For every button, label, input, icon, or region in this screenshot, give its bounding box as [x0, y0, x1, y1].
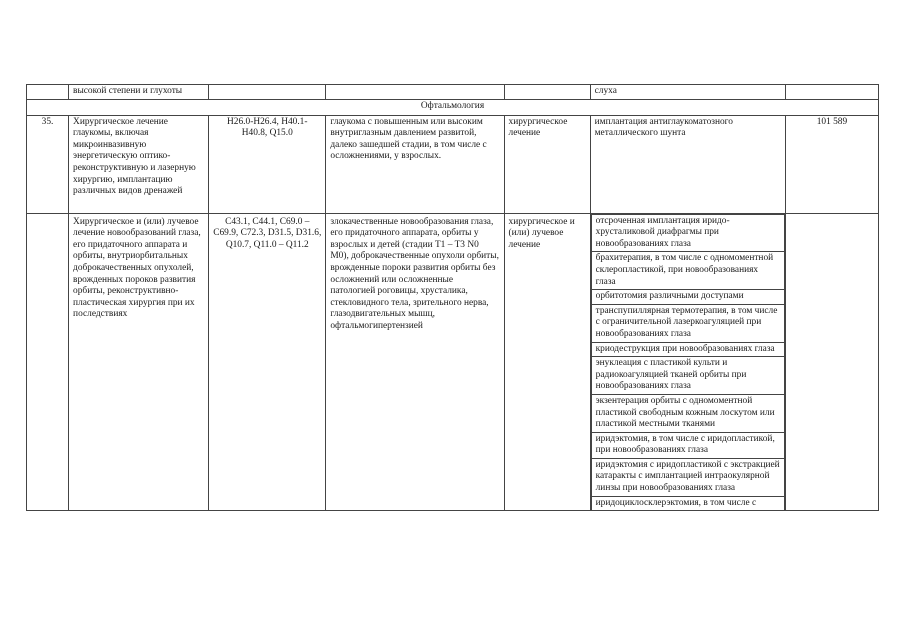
cell-model: глаукома с повышенным или высоким внутриглазным давлением развитой, далеко зашедшей стадии, в том числе с осложнениями, у взрослых. [326, 115, 504, 213]
cell-name: Хирургическое и (или) лучевое лечение новообразований глаза, его придаточного аппарата и орбиты, внутриорбитальных доброкачественных опухолей, врожденных пороков развития орбиты, реконструктивно-пластическая хирургия при их последствиях [69, 213, 209, 511]
cell-name: высокой степени и глухоты [69, 85, 209, 100]
cell-treatment: хирургическое лечение [504, 115, 590, 213]
cell-method-list [590, 213, 785, 511]
cell-num [27, 213, 69, 511]
cell-codes: H26.0-H26.4, H40.1- H40.8, Q15.0 [209, 115, 326, 213]
list-item: иридэктомия, в том числе с иридопластикой, при новообразованиях глаза [591, 432, 784, 458]
cell-treatment [504, 85, 590, 100]
cell-codes [209, 85, 326, 100]
cell-method: слуха [590, 85, 785, 100]
section-title: Офтальмология [27, 99, 879, 115]
services-table [26, 84, 879, 511]
table-row [27, 115, 879, 213]
list-item: экзентерация орбиты с одномоментной пластикой свободным кожным лоскутом или пластикой местными тканями [591, 394, 784, 432]
table-row [27, 213, 879, 511]
list-item: отсроченная имплантация иридо-хрусталиковой диафрагмы при новообразованиях глаза [591, 214, 784, 252]
list-item: транспупиллярная термотерапия, в том числе с ограничительной лазеркоагуляцией при новообразованиях глаза [591, 304, 784, 342]
cell-model [326, 85, 504, 100]
cell-num: 35. [27, 115, 69, 213]
cell-num [27, 85, 69, 100]
cell-cost [785, 213, 878, 511]
method-list [591, 214, 785, 511]
section-row [27, 99, 879, 115]
cell-model: злокачественные новообразования глаза, его придаточного аппарата, орбиты у взрослых и детей (стадии T1 – T3 N0 M0), доброкачественные опухоли орбиты, врожденные пороки развития орбиты без осложнений или осложненные патологией роговицы, хрусталика, стекловидного тела, зрительного нерва, глазодвигательных мышц, офтальмогипертензией [326, 213, 504, 511]
cell-cost [785, 85, 878, 100]
cell-cost: 101 589 [785, 115, 878, 213]
list-item: брахитерапия, в том числе с одномоментной склеропластикой, при новообразованиях глаза [591, 252, 784, 290]
list-item: энуклеация с пластикой культи и радиокоагуляцией тканей орбиты при новообразованиях глаза [591, 357, 784, 395]
cell-treatment: хирургическое и (или) лучевое лечение [504, 213, 590, 511]
list-item: орбитотомия различными доступами [591, 290, 784, 305]
cell-codes: C43.1, C44.1, C69.0 – C69.9, C72.3, D31.5, D31.6, Q10.7, Q11.0 – Q11.2 [209, 213, 326, 511]
list-item: криодеструкция при новообразованиях глаза [591, 342, 784, 357]
list-item: иридоциклосклерэктомия, в том числе с [591, 496, 784, 510]
list-item: иридэктомия с иридопластикой с экстракцией катаракты с имплантацией интраокулярной линзы при новообразованиях глаза [591, 458, 784, 496]
table-row [27, 85, 879, 100]
cell-method: имплантация антиглаукоматозного металлического шунта [590, 115, 785, 213]
cell-name: Хирургическое лечение глаукомы, включая микроинвазивную энергетическую оптико-реконструктивную и лазерную хирургию, имплантацию различных видов дренажей [69, 115, 209, 213]
